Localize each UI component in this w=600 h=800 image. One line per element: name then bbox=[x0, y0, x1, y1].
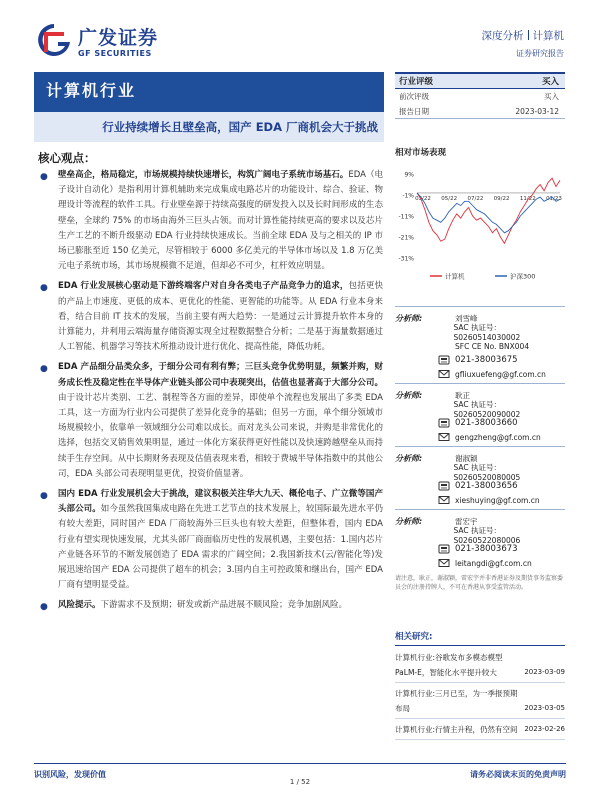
analyst-card bbox=[395, 306, 565, 381]
report-date-label: 报告日期 bbox=[399, 106, 429, 116]
analyst-label: 分析师: bbox=[395, 453, 423, 463]
rating-header bbox=[395, 72, 565, 89]
logo-text-cn: 广发证券 bbox=[78, 27, 159, 49]
analyst-card bbox=[395, 509, 565, 570]
point-body: 下游需求不及预期；研发或新产品进展不顺风险；竞争加剧风险。 bbox=[100, 600, 348, 611]
analyst-cert: SAC 执证号：S0260522080006 bbox=[453, 526, 521, 545]
point-lead: 风险提示。 bbox=[58, 600, 101, 611]
report-date-value: 2023-03-12 bbox=[515, 106, 559, 116]
logo-text-en: GF SECURITIES bbox=[78, 49, 152, 58]
analyst-panel bbox=[395, 306, 565, 592]
analyst-cert-row bbox=[395, 526, 565, 545]
email-icon bbox=[433, 495, 455, 505]
phone-icon bbox=[433, 544, 455, 554]
analyst-email[interactable]: gengzheng@gf.com.cn bbox=[455, 432, 541, 442]
analyst-sfc: SFC CE No. BNX004 bbox=[455, 341, 530, 351]
point-lead: 国内 EDA 行业发展机会大于挑战，建议积极关注华大九天、概伦电子、广立微等国产头部公司。 bbox=[58, 489, 383, 515]
analyst-email-row bbox=[395, 493, 565, 507]
related-date: 2023-03-09 bbox=[524, 668, 565, 676]
rating-value: 买入 bbox=[541, 77, 559, 87]
analyst-cert-row bbox=[395, 463, 565, 482]
gf-logo-icon bbox=[34, 22, 74, 58]
bullet-icon: ● bbox=[40, 283, 48, 294]
rating-box bbox=[395, 72, 565, 119]
bullet-icon: ● bbox=[40, 172, 48, 182]
y-tick-label: -21% bbox=[398, 234, 414, 242]
analyst-email[interactable]: gfliuxuefeng@gf.com.cn bbox=[455, 369, 546, 379]
series-line-computer bbox=[417, 178, 560, 243]
analyst-cert: SAC 执证号：S0260520090002 bbox=[453, 400, 521, 419]
core-point bbox=[38, 360, 383, 482]
analyst-email-row bbox=[395, 367, 565, 381]
analyst-email[interactable]: leitangdi@gf.com.cn bbox=[455, 558, 532, 568]
chart-title: 相对市场表现 bbox=[395, 148, 447, 158]
analyst-name: 耿正 bbox=[455, 390, 470, 400]
analyst-cert-row bbox=[395, 323, 565, 342]
related-title[interactable]: 计算机行业:谷歌发布多模态模型 PaLM-E，智能化水平提升较大 bbox=[395, 653, 503, 677]
related-date: 2023-02-26 bbox=[524, 725, 565, 733]
core-point bbox=[38, 487, 383, 593]
related-title[interactable]: 计算机行业:三月已至，为一季报预期布局 bbox=[395, 689, 518, 713]
related-title[interactable]: 计算机行业:行情主升程，仍然有空间 bbox=[395, 725, 518, 734]
y-tick-label: -31% bbox=[398, 255, 414, 263]
analyst-label: 分析师: bbox=[395, 516, 423, 526]
report-series: 证券研究报告 bbox=[516, 49, 564, 58]
analyst-card bbox=[395, 446, 565, 507]
x-tick-label: 09/22 bbox=[493, 195, 510, 202]
report-type-label: 深度分析 bbox=[481, 30, 524, 42]
analyst-email-row bbox=[395, 556, 565, 570]
phone-icon bbox=[433, 481, 455, 491]
related-research bbox=[395, 630, 565, 743]
point-lead: 壁垒高企，格局稳定，市场规模持续快速增长，构筑广阔电子系统市场基石。 bbox=[58, 170, 349, 180]
x-tick-label: 03/22 bbox=[415, 195, 431, 202]
x-tick-label: 01/23 bbox=[546, 195, 562, 202]
x-tick-label: 07/22 bbox=[467, 195, 484, 202]
core-point bbox=[38, 279, 383, 355]
analyst-cert: SAC 执证号：S0260514030002 bbox=[453, 323, 521, 342]
legend-label: 沪深300 bbox=[510, 272, 536, 281]
bullet-icon: ● bbox=[40, 491, 48, 502]
page-number: 1 / 52 bbox=[289, 778, 311, 786]
point-lead: EDA 产品细分品类众多，于细分公司有利有弊；三巨头竞争优势明显，频繁并购，财务成长性及稳定性在半导体产业链头部公司中表现突出，估值也显著高于大部分公司。 bbox=[58, 362, 383, 388]
email-icon bbox=[433, 558, 455, 568]
core-points bbox=[38, 168, 383, 619]
analyst-name: 谢淑颖 bbox=[455, 453, 478, 463]
phone-icon bbox=[433, 418, 455, 428]
analyst-name: 雷宏宇 bbox=[455, 516, 478, 526]
related-date: 2023-03-05 bbox=[524, 704, 565, 712]
email-icon bbox=[433, 369, 455, 379]
analyst-name: 刘雪峰 bbox=[455, 313, 478, 323]
core-point bbox=[38, 598, 383, 613]
relative-performance-chart bbox=[395, 166, 565, 286]
analyst-note: 请注意，耿正，谢淑颖，雷宏宇并非香港证券及期货事务监察委员会的注册持牌人，不可在香港从事受监管活动。 bbox=[395, 575, 564, 591]
gf-securities-logo bbox=[34, 22, 204, 62]
analyst-phone: 021-38003660 bbox=[455, 418, 518, 428]
y-tick-label: -1% bbox=[402, 192, 414, 200]
rating-label: 行业评级 bbox=[399, 77, 434, 87]
phone-icon bbox=[433, 355, 455, 365]
prev-rating-value: 买入 bbox=[544, 92, 559, 101]
related-item[interactable] bbox=[395, 650, 565, 683]
prev-rating-label: 前次评级 bbox=[399, 92, 429, 101]
y-tick-label: -11% bbox=[398, 213, 414, 221]
bullet-icon: ● bbox=[40, 602, 48, 613]
analyst-email[interactable]: xieshuying@gf.com.cn bbox=[455, 495, 540, 505]
report-type bbox=[482, 28, 565, 43]
prev-rating-row bbox=[395, 89, 565, 104]
analyst-card bbox=[395, 383, 565, 444]
chart-svg bbox=[395, 166, 565, 286]
footer-slogan: 识别风险，发现价值 bbox=[34, 770, 106, 779]
analyst-cert: SAC 执证号：S0260520080005 bbox=[453, 463, 521, 482]
related-item[interactable] bbox=[395, 722, 565, 740]
legend-label: 计算机 bbox=[445, 272, 465, 281]
analyst-phone: 021-38003656 bbox=[455, 481, 518, 491]
analyst-cert-row bbox=[395, 400, 565, 419]
analyst-email-row bbox=[395, 430, 565, 444]
analyst-phone: 021-38003673 bbox=[455, 544, 518, 554]
point-body: EDA（电子设计自动化）是指利用计算机辅助来完成集成电路芯片的功能设计、综合、验证、物理设计等流程的软件工具。行业壁垒源于持续高强度的研发投入以及长时间形成的生态壁垒，全球约 75% 的市场由海外三巨头占领。而对计算性能持续更高的要求以及芯片生产工艺的不断升级驱动 EDA 行业持续快速成长。当前全球 EDA 及与之相关的 IP 市场已膨胀至近 150 亿美元，尽管相较于 6000 多亿美元的半导体市场以及 1.8 万亿美元电子系统市场，其市场规模微不足道，但却必不可少，杠杆效应明显。 bbox=[58, 170, 383, 272]
analyst-phone: 021-38003675 bbox=[455, 355, 518, 365]
related-head: 相关研究: bbox=[395, 630, 565, 646]
point-lead: EDA 行业发展核心驱动是下游终端客户对自身各类电子产品竞争力的追求， bbox=[58, 281, 349, 292]
x-tick-label: 11/22 bbox=[519, 195, 536, 202]
analyst-label: 分析师: bbox=[395, 313, 423, 323]
analyst-phone-row bbox=[395, 353, 565, 367]
industry-title: 计算机行业 bbox=[46, 81, 137, 100]
related-list bbox=[395, 650, 565, 740]
core-viewpoints-heading: 核心观点： bbox=[38, 151, 96, 165]
point-body: 如今虽然我国集成电路在先进工艺节点的技术发展上，较国际最先进水平仍有较大差距，同时国产 EDA 厂商较海外三巨头也有较大差距，但整体看，国内 EDA 行业有望实现快速发展，尤其头部厂商面临历史性的发展机遇，主要包括：1.国内芯片产业链各环节的不断发展创造了 EDA 需求的广阔空间；2.我国新技术(云/智能化等)发展迅速给国产 EDA 公司提供了超车的机会；3.国内自主可控政策和继出台，国产 EDA 厂商有望明显受益。 bbox=[58, 504, 383, 591]
core-point bbox=[38, 168, 383, 274]
bullet-icon: ● bbox=[40, 364, 48, 375]
email-icon bbox=[433, 432, 455, 442]
report-field-label: 计算机 bbox=[532, 30, 564, 42]
title-banner bbox=[34, 72, 384, 142]
point-body: 包括更快的产品上市速度、更低的成本、更优化的性能、更智能的功能等。从 EDA 行业本身来看，结合目前 IT 技术的发展，当前主要有两大趋势：一是通过云计算提升软件本身的计算能力，并利用云端海量存储资源实现全过程数据整合分析；二是基于海量数据通过人工智能、机器学习等技术所推动设计进行优化、提高性能，降低功耗。 bbox=[58, 281, 383, 353]
footer-disclaimer: 请务必阅读末页的免责声明 bbox=[470, 770, 566, 779]
report-headline: 行业持续增长且壁垒高，国产 EDA 厂商机会大于挑战 bbox=[34, 112, 384, 142]
x-tick-label: 05/22 bbox=[441, 195, 458, 202]
y-tick-label: 9% bbox=[404, 171, 414, 179]
point-body: 由于设计芯片类别、工艺、制程等各方面的差异，即使单个流程也发展出了多类 EDA 工具，这一方面为行业内公司提供了差异化竞争的基础；但另一方面，单个细分领域市场规模较小，依靠单一领域细分公司难以成长。而对龙头公司来说，并购是非常优化的选择，包括交叉销售效果明显，通过一体化方案获得更好性能以及快速跨越壁垒从而持续手生存空间。从中长期财务表现及估值表现来看，相较于费城半导体指数中的其他公司，EDA 头部公司表现明显更优，投资价值显著。 bbox=[58, 392, 383, 479]
analyst-label: 分析师: bbox=[395, 390, 423, 400]
footer bbox=[34, 763, 566, 779]
report-date-row bbox=[395, 104, 565, 119]
related-item[interactable] bbox=[395, 686, 565, 719]
